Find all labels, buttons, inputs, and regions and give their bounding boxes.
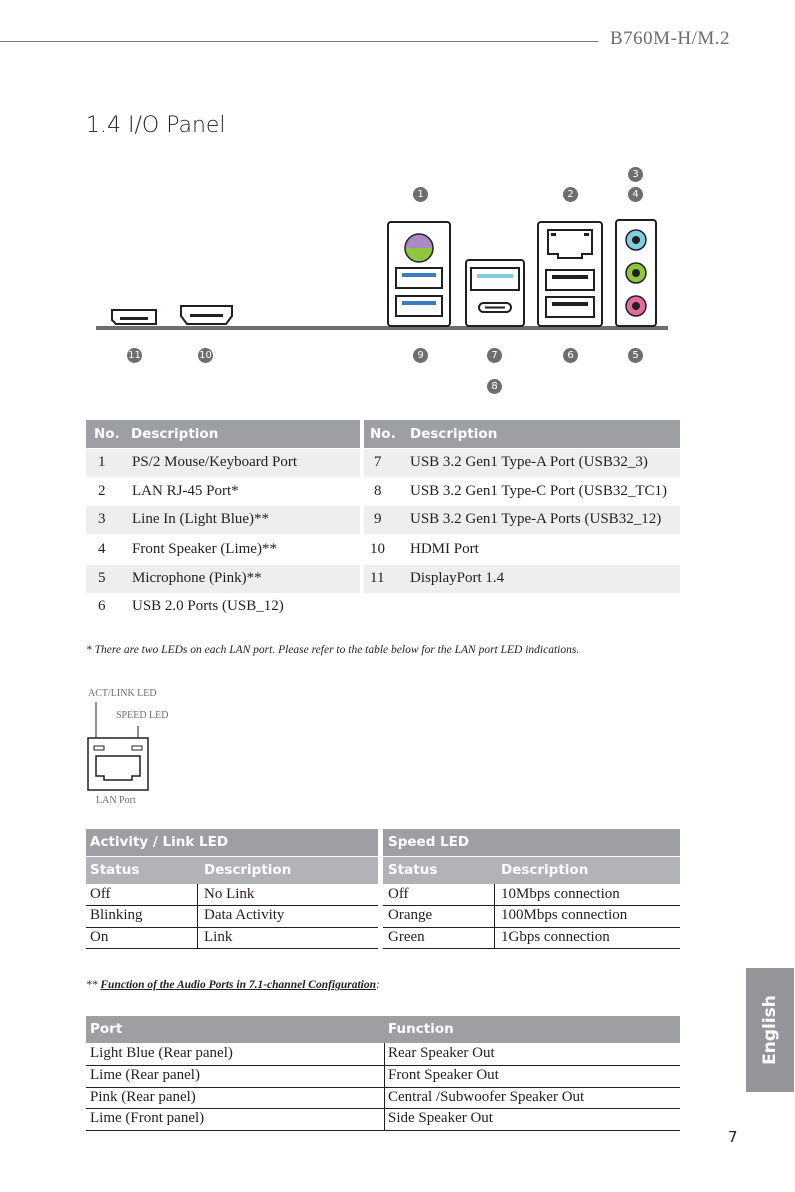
speed-led-label: SPEED LED: [116, 710, 169, 721]
table-cell-description: USB 3.2 Gen1 Type-A Ports (USB32_12): [410, 511, 662, 527]
audio-footnote: ** Function of the Audio Ports in 7.1-channel Configuration:: [86, 979, 380, 991]
usb3-port-icon: [396, 268, 442, 288]
usb2-port-icon: [546, 297, 594, 317]
table-cell-description: HDMI Port: [410, 541, 479, 557]
callout-6: 6: [563, 348, 578, 363]
lan-footnote: * There are two LEDs on each LAN port. Please refer to the table below for the LAN port LED indications.: [86, 644, 580, 656]
table-cell-function: Central /Subwoofer Speaker Out: [388, 1089, 585, 1105]
table-cell-description: USB 3.2 Gen1 Type-A Port (USB32_3): [410, 454, 648, 470]
table-cell-status: Orange: [388, 907, 433, 923]
callout-2: 2: [563, 187, 578, 202]
table-cell-status: On: [90, 929, 109, 945]
activity-led-subheader: Status Description: [86, 857, 378, 884]
callout-10: 10: [199, 350, 212, 361]
table-cell-port: Pink (Rear panel): [90, 1089, 196, 1105]
language-tab: English: [746, 968, 794, 1092]
callout-4: 4: [628, 187, 643, 202]
table-cell-description: 1Gbps connection: [501, 929, 610, 945]
callout-9: 9: [413, 348, 428, 363]
table-cell-description: USB 2.0 Ports (USB_12): [132, 598, 284, 614]
io-panel-illustration: [90, 160, 680, 400]
callout-7: 7: [487, 348, 502, 363]
table-cell-description: Front Speaker (Lime)**: [132, 541, 277, 557]
table-cell-description: No Link: [204, 886, 255, 902]
table-cell-no: 7: [374, 454, 382, 470]
table-cell-port: Lime (Rear panel): [90, 1067, 200, 1083]
callout-8: 8: [487, 379, 502, 394]
lan-port-label: LAN Port: [96, 795, 136, 806]
audio-table-header: Port Function: [86, 1016, 680, 1043]
table-cell-description: DisplayPort 1.4: [410, 570, 505, 586]
table-cell-no: 2: [98, 483, 106, 499]
lan-port-diagram: [86, 700, 166, 795]
table-cell-no: 9: [374, 511, 382, 527]
usb3-port-icon: [396, 296, 442, 316]
table-cell-no: 10: [370, 541, 385, 557]
table-cell-port: Lime (Front panel): [90, 1110, 205, 1126]
table-cell-status: Off: [90, 886, 111, 902]
section-title: 1.4 I/O Panel: [86, 113, 226, 138]
callout-11: 11: [128, 350, 141, 361]
table-cell-no: 3: [98, 511, 106, 527]
table-cell-no: 8: [374, 483, 382, 499]
ports-table-header-right: No. Description: [364, 420, 680, 448]
table-cell-description: PS/2 Mouse/Keyboard Port: [132, 454, 297, 470]
table-cell-description: 10Mbps connection: [501, 886, 620, 902]
table-cell-status: Green: [388, 929, 425, 945]
page-number: 7: [728, 1128, 738, 1146]
table-cell-no: 11: [370, 570, 385, 586]
table-cell-status: Off: [388, 886, 409, 902]
callout-1: 1: [413, 187, 428, 202]
speed-led-subheader: Status Description: [383, 857, 680, 884]
table-cell-function: Side Speaker Out: [388, 1110, 493, 1126]
speed-led-header: Speed LED: [383, 829, 680, 856]
header-rule: [0, 41, 598, 42]
table-cell-description: Microphone (Pink)**: [132, 570, 262, 586]
callout-3: 3: [628, 167, 643, 182]
table-cell-no: 6: [98, 598, 106, 614]
table-cell-status: Blinking: [90, 907, 143, 923]
table-cell-description: Link: [204, 929, 233, 945]
usb3-port-icon: [471, 268, 519, 290]
table-cell-no: 1: [98, 454, 106, 470]
table-cell-description: USB 3.2 Gen1 Type-C Port (USB32_TC1): [410, 483, 668, 499]
activity-led-header: Activity / Link LED: [86, 829, 378, 856]
table-cell-function: Rear Speaker Out: [388, 1045, 495, 1061]
model-name: B760M-H/M.2: [610, 28, 731, 49]
table-cell-port: Light Blue (Rear panel): [90, 1045, 233, 1061]
ports-table-header-left: No. Description: [86, 420, 360, 448]
table-cell-description: Line In (Light Blue)**: [132, 511, 270, 527]
table-cell-no: 5: [98, 570, 106, 586]
table-cell-description: Data Activity: [204, 907, 285, 923]
usb2-port-icon: [546, 270, 594, 290]
callout-5: 5: [628, 348, 643, 363]
table-cell-no: 4: [98, 541, 106, 557]
table-cell-description: 100Mbps connection: [501, 907, 628, 923]
act-link-led-label: ACT/LINK LED: [88, 688, 157, 699]
table-cell-function: Front Speaker Out: [388, 1067, 499, 1083]
table-cell-description: LAN RJ-45 Port*: [132, 483, 239, 499]
